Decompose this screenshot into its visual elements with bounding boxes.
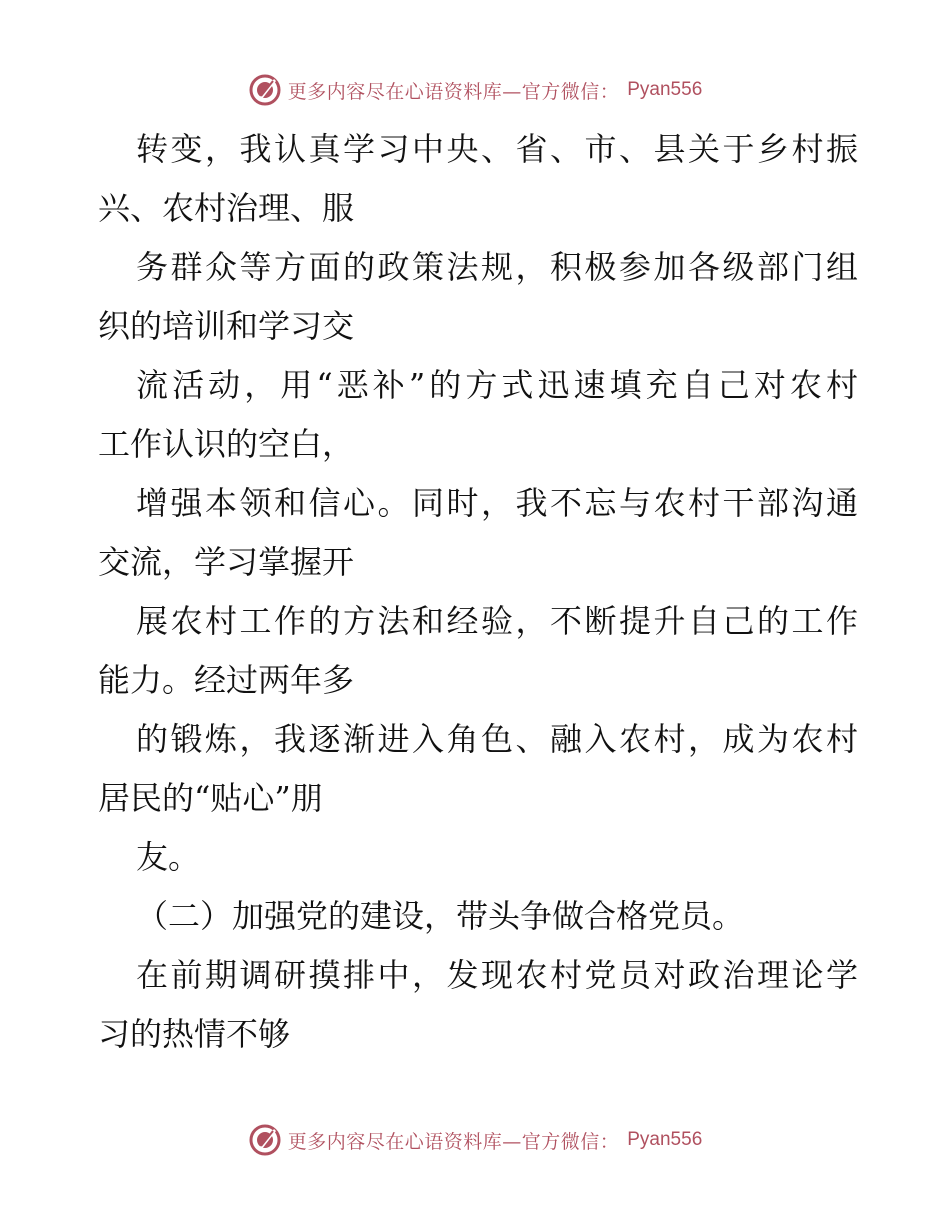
text-line: 务群众等方面的政策法规，积极参加各级部门组 — [136, 248, 858, 286]
text-line: 展农村工作的方法和经验，不断提升自己的工作 — [136, 602, 858, 640]
text-line: 能力。经过两年多 — [98, 661, 355, 699]
section-heading: （二）加强党的建设，带头争做合格党员。 — [136, 897, 745, 935]
text-line: 增强本领和信心。同时，我不忘与农村干部沟通 — [136, 484, 858, 522]
text-line: 织的培训和学习交 — [98, 307, 355, 345]
footer-watermark — [0, 1120, 950, 1160]
text-line: 友。 — [136, 838, 201, 876]
text-line: 在前期调研摸排中，发现农村党员对政治理论学 — [136, 956, 858, 994]
watermark-wechat-id: Pyan556 — [627, 1129, 703, 1150]
text-line: 交流，学习掌握开 — [98, 543, 355, 581]
text-line: 工作认识的空白， — [98, 425, 355, 463]
watermark-wechat-id: Pyan556 — [627, 79, 703, 100]
text-line: 转变，我认真学习中央、省、市、县关于乡村振 — [136, 130, 858, 168]
watermark-text: 更多内容尽在心语资料库—官方微信： — [287, 80, 620, 103]
pen-logo-icon — [248, 1123, 282, 1157]
text-line: 兴、农村治理、服 — [98, 189, 355, 227]
text-line: 居民的“贴心”朋 — [98, 779, 323, 817]
text-line: 的锻炼，我逐渐进入角色、融入农村，成为农村 — [136, 720, 858, 758]
text-line: 流活动，用“恶补”的方式迅速填充自己对农村 — [136, 366, 858, 404]
watermark-text: 更多内容尽在心语资料库—官方微信： — [287, 1130, 620, 1153]
header-watermark — [0, 70, 950, 110]
text-line: 习的热情不够 — [98, 1015, 291, 1053]
body-text — [98, 120, 858, 1064]
pen-logo-icon — [248, 73, 282, 107]
